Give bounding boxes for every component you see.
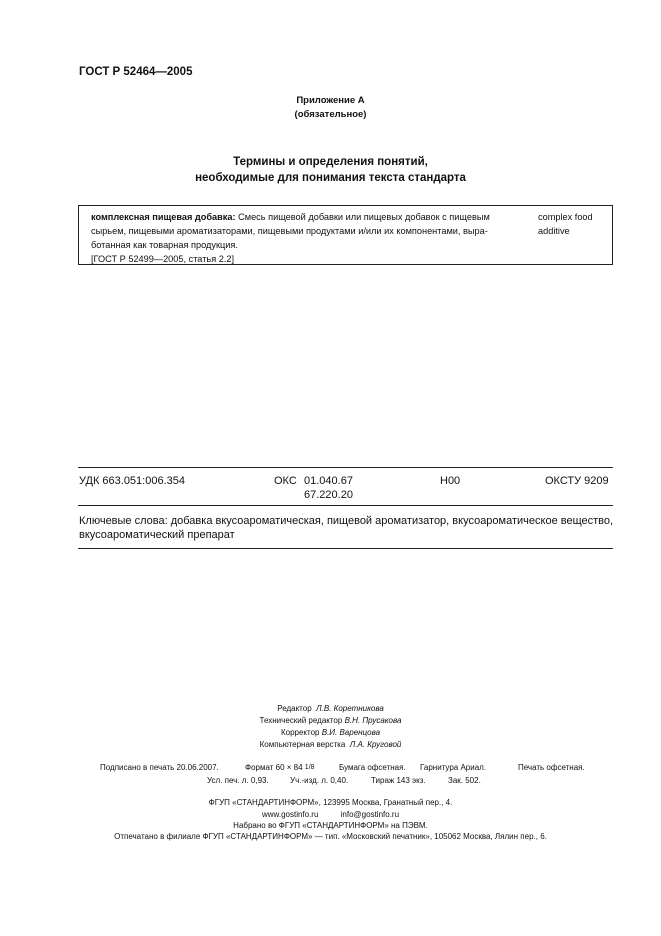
print-format-den: 8 — [310, 764, 315, 771]
publisher-contacts — [0, 809, 661, 821]
credit-tech-editor-label: Технический редактор — [259, 716, 343, 725]
section-heading-line1: Термины и определения понятий, — [233, 156, 428, 168]
credit-editor — [0, 703, 661, 715]
publisher-address: ФГУП «СТАНДАРТИНФОРМ», 123995 Москва, Гранатный пер., 4. — [208, 798, 453, 807]
oks-label: ОКС — [274, 475, 297, 487]
keywords-line2: вкусоароматический препарат — [79, 529, 235, 541]
publisher-site[interactable]: www.gostinfo.ru — [261, 810, 319, 819]
keywords — [79, 514, 617, 542]
appendix-status: (обязательное) — [294, 109, 367, 120]
document-id: ГОСТ Р 52464—2005 — [79, 66, 193, 78]
appendix-title: Приложение А — [296, 95, 365, 106]
publisher-typeset: Набрано во ФГУП «СТАНДАРТИНФОРМ» на ПЭВМ. — [233, 821, 428, 830]
term-english-line1: complex food — [538, 212, 593, 222]
credit-corrector-label: Корректор — [280, 728, 320, 737]
print-type: Печать офсетная. — [518, 763, 585, 772]
udk-code: УДК 663.051:006.354 — [79, 475, 185, 487]
credit-tech-editor-name: В.Н. Прусакова — [344, 716, 402, 725]
term-definition-line2: сырьем, пищевыми ароматизаторами, пищевыми продуктами и/или их компонентами, выра- — [91, 226, 488, 236]
divider-bottom — [78, 548, 613, 549]
print-format-num: 1 — [304, 764, 309, 771]
oks-code-1: 01.040.67 — [304, 475, 353, 487]
print-format-fraction: 1/8 — [304, 764, 315, 771]
term-reference: [ГОСТ Р 52499—2005, статья 2.2] — [91, 254, 235, 264]
print-signed: Подписано в печать 20.06.2007. — [100, 763, 219, 772]
credit-editor-name: Л.В. Коретникова — [316, 704, 384, 713]
oks-code-2: 67.220.20 — [304, 489, 353, 501]
section-heading-line2: необходимые для понимания текста стандарта — [195, 172, 466, 184]
print-tirazh: Тираж 143 экз. — [371, 776, 426, 785]
credit-layout — [0, 739, 661, 751]
print-format — [245, 762, 315, 774]
credit-tech-editor — [0, 715, 661, 727]
print-typeface: Гарнитура Ариал. — [420, 763, 487, 772]
print-usl-pech: Усл. печ. л. 0,93. — [207, 776, 269, 785]
credit-editor-label: Редактор — [277, 704, 312, 713]
term-english — [538, 210, 608, 238]
credit-corrector — [0, 727, 661, 739]
print-zak: Зак. 502. — [448, 776, 481, 785]
print-format-label: Формат 60 × 84 — [245, 763, 303, 773]
divider-middle — [78, 505, 613, 506]
term-definition — [91, 210, 531, 266]
credit-layout-label: Компьютерная верстка — [259, 740, 346, 749]
divider-top — [78, 467, 613, 468]
group-code: Н00 — [440, 475, 461, 487]
print-uch-izd: Уч.-изд. л. 0,40. — [290, 776, 349, 785]
term-english-line2: additive — [538, 226, 570, 236]
term-def-start: Смесь пищевой добавки или пищевых добавок с пищевым — [235, 212, 490, 222]
term-definition-table — [78, 205, 613, 265]
term-definition-line1 — [91, 210, 531, 224]
term-definition-line3: ботанная как товарная продукция. — [91, 240, 238, 250]
print-paper: Бумага офсетная. — [339, 763, 406, 772]
credit-corrector-name: В.И. Варенцова — [321, 728, 381, 737]
keywords-line1: Ключевые слова: добавка вкусоароматическая, пищевой ароматизатор, вкусоароматическое вещество, — [79, 515, 614, 527]
okstu-code: ОКСТУ 9209 — [545, 475, 609, 487]
credit-layout-name: Л.А. Круговой — [349, 740, 402, 749]
term-name: комплексная пищевая добавка: — [91, 212, 236, 222]
publisher-email[interactable]: info@gostinfo.ru — [340, 810, 400, 819]
publisher-printed: Отпечатано в филиале ФГУП «СТАНДАРТИНФОРМ» — тип. «Московский печатник», 105062 Москва, Лялин пер., 6. — [114, 832, 547, 841]
